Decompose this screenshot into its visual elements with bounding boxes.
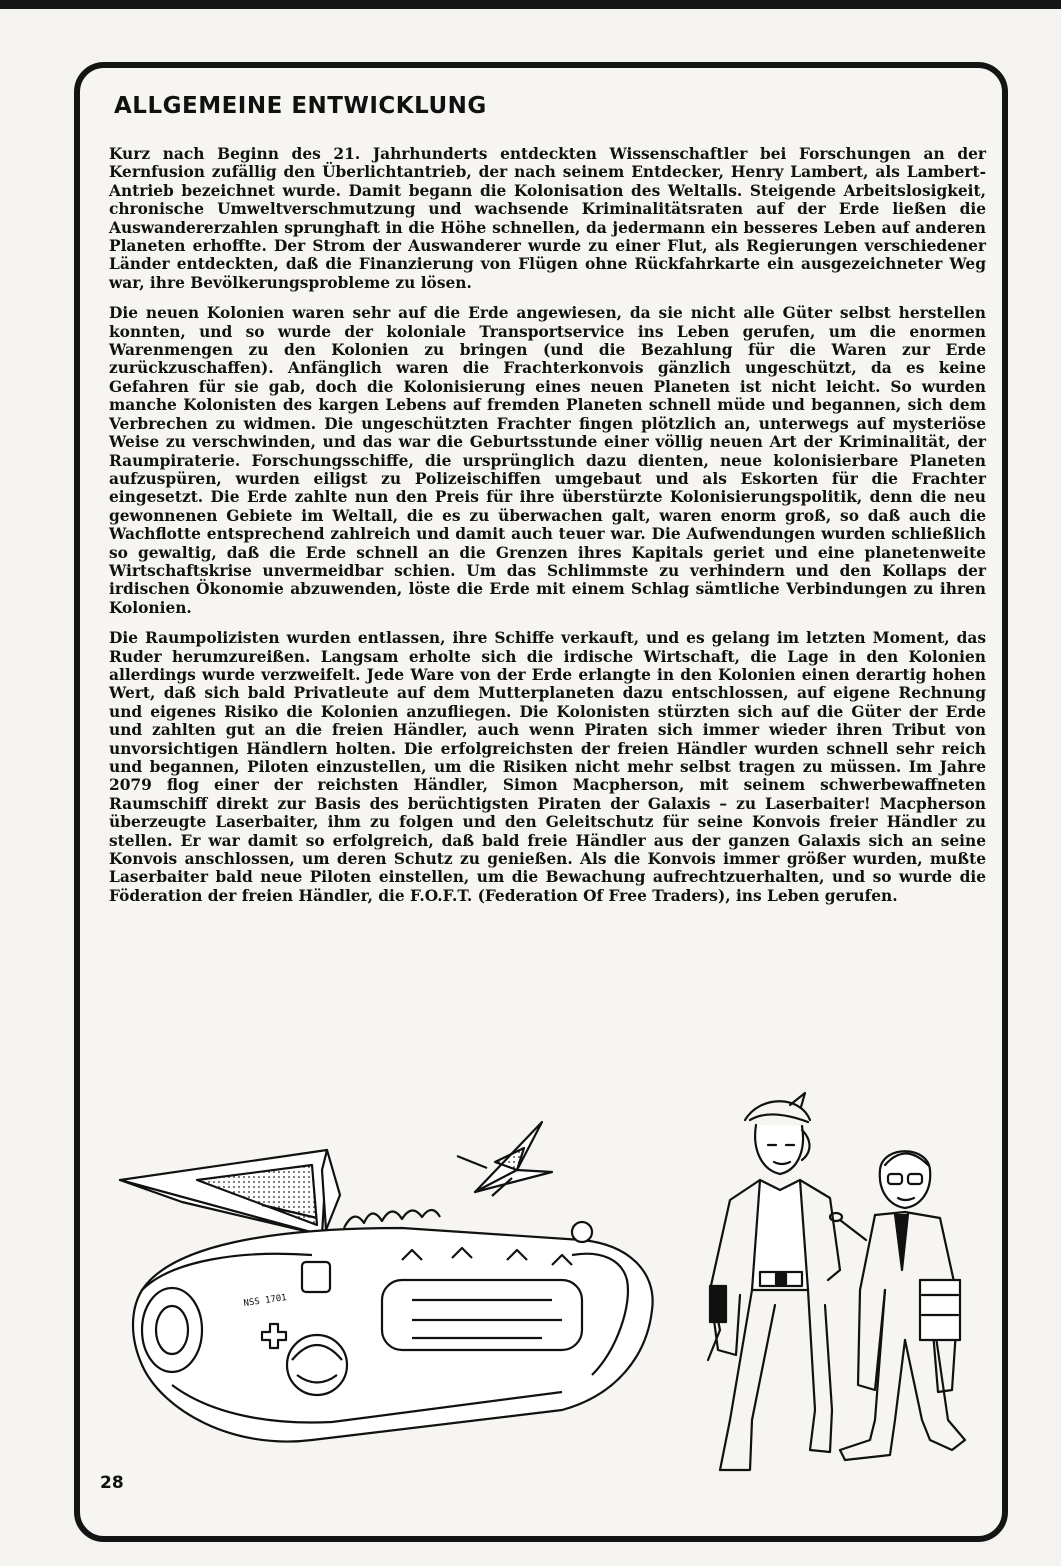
page-number: 28 <box>100 1473 124 1493</box>
characters-illustration <box>690 1090 990 1480</box>
top-edge-bar <box>0 0 1061 9</box>
pilot-figure-drawing <box>708 1093 840 1470</box>
body-text <box>109 145 986 917</box>
page-heading: ALLGEMEINE ENTWICKLUNG <box>114 93 487 119</box>
paragraph-3: Die Raumpolizisten wurden entlassen, ihre Schiffe verkauft, und es gelang im letzten Moment, das Ruder herumzureißen. Langsam erholte sich die irdische Wirtschaft, die Lage in den Kolonien allerdings wurde verzweifelt. Jede Ware von der Erde erlangte in den Kolonien einen derartig hohen Wert, daß sich bald Privatleute auf dem Mutterplaneten dazu entschlossen, auf eigene Rechnung und eigenes Risiko die Kolonien anzufliegen. Die Kolonisten stürzten sich auf die Güter der Erde und zahlten gut an die freien Händler, auch wenn Piraten sich immer wieder ihren Tribut von unvorsichtigen Händlern holten. Die erfolgreichsten der freien Händler wurden schnell sehr reich und begannen, Piloten einzustellen, um die Risiken nicht mehr selbst tragen zu müssen. Im Jahre 2079 flog einer der reichsten Händler, Simon Macpherson, mit seinem schwerbewaffneten Raumschiff direkt zur Basis des berüchtigsten Piraten der Galaxis – zu Laserbaiter! Macpherson überzeugte Laserbaiter, ihm zu folgen und den Geleitschutz für seine Konvois freier Händler zu stellen. Er war damit so erfolgreich, daß bald freie Händler aus der ganzen Galaxis sich an seine Konvois anschlossen, um deren Schutz zu genießen. Als die Konvois immer größer wurden, mußte Laserbaiter bald neue Piloten einstellen, um die Bewachung aufrechtzuerhalten, und so wurde die Föderation der freien Händler, die F.O.F.T. (Federation Of Free Traders), ins Leben gerufen. <box>109 629 986 905</box>
spaceship-illustration <box>112 1110 672 1480</box>
small-fighter-drawing <box>457 1122 552 1196</box>
ship-hull-marking: NSS 1701 <box>243 1293 288 1309</box>
wing-fighter-drawing <box>120 1150 340 1235</box>
paragraph-2: Die neuen Kolonien waren sehr auf die Erde angewiesen, da sie nicht alle Güter selbst herstellen konnten, und so wurde der koloniale Transportservice ins Leben gerufen, um die enormen Warenmengen zu den Kolonien zu bringen (und die Bezahlung für die Waren zur Erde zurückzuschaffen). Anfänglich waren die Frachterkonvois gänzlich ungeschützt, da es keine Gefahren für sie gab, doch die Kolonisierung eines neuen Planeten ist nicht leicht. So wurden manche Kolonisten des kargen Lebens auf fremden Planeten schnell müde und begannen, sich dem Verbrechen zu widmen. Die ungeschützten Frachter fingen plötzlich an, unterwegs auf mysteriöse Weise zu verschwinden, und das war die Geburtsstunde einer völlig neuen Art der Kriminalität, der Raumpiraterie. Forschungsschiffe, die ursprünglich dazu dienten, neue kolonisierbare Planeten aufzuspüren, wurden eiligst zu Polizeischiffen umgebaut und als Eskorten für die Frachter eingesetzt. Die Erde zahlte nun den Preis für ihre überstürzte Kolonisierungspolitik, denn die neu gewonnenen Gebiete im Weltall, die es zu überwachen galt, waren enorm groß, so daß auch die Wachflotte entsprechend zahlreich und damit auch teuer war. Die Aufwendungen wurden schließlich so gewaltig, daß die Erde schnell an die Grenzen ihres Kapitals geriet und eine planetenweite Wirtschaftskrise unvermeidbar schien. Um das Schlimmste zu verhindern und den Kollaps der irdischen Ökonomie abzuwenden, löste die Erde mit einem Schlag sämtliche Verbindungen zu ihren Kolonien. <box>109 304 986 617</box>
freighter-hull-drawing <box>133 1210 653 1442</box>
paragraph-1: Kurz nach Beginn des 21. Jahrhunderts entdeckten Wissenschaftler bei Forschungen an der Kernfusion zufällig den Überlichtantrieb, der nach seinem Entdecker, Henry Lambert, als Lambert-Antrieb bezeichnet wurde. Damit begann die Kolonisation des Weltalls. Steigende Arbeitslosigkeit, chronische Umweltverschmutzung und wachsende Kriminalitätsraten auf der Erde ließen die Auswandererzahlen sprunghaft in die Höhe schnellen, da jedermann ein besseres Leben auf anderen Planeten erhoffte. Der Strom der Auswanderer wurde zu einer Flut, als Regierungen verschiedener Länder entdeckten, daß die Finanzierung von Flügen ohne Rückfahrkarte ein ausgezeichneter Weg war, ihre Bevölkerungsprobleme zu lösen. <box>109 145 986 292</box>
businessman-figure-drawing <box>830 1151 965 1460</box>
